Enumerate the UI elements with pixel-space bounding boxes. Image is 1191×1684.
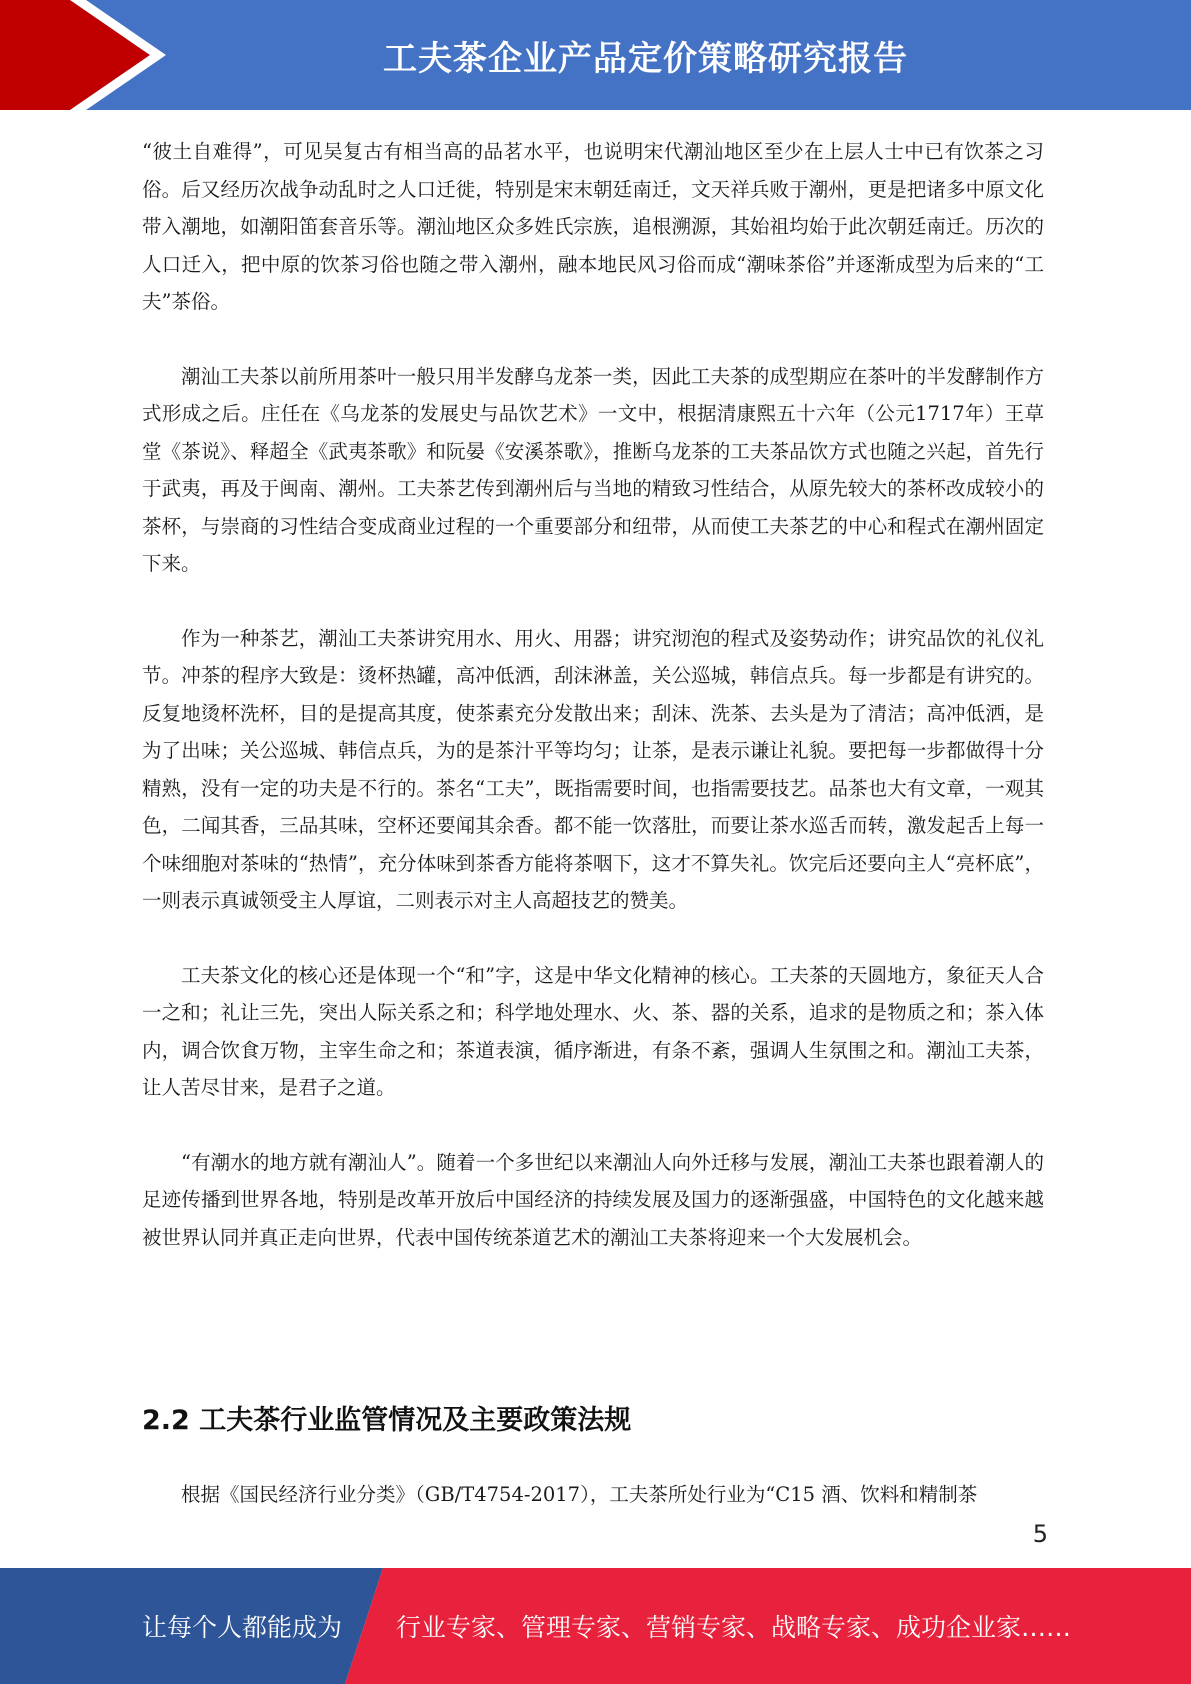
paragraph: 潮汕工夫茶以前所用茶叶一般只用半发酵乌龙茶一类，因此工夫茶的成型期应在茶叶的半发酵制作方式形成之后。庄任在《乌龙茶的发展史与品饮艺术》一文中，根据清康熙五十六年（公元1717年）王草堂《茶说》、释超全《武夷茶歌》和阮晏《安溪茶歌》，推断乌龙茶的工夫茶品饮方式也随之兴起，首先行于武夷，再及于闽南、潮州。工夫茶艺传到潮州后与当地的精致习性结合，从原先较大的茶杯改成较小的茶杯，与崇商的习性结合变成商业过程的一个重要部分和纽带，从而使工夫茶艺的中心和程式在潮州固定下来。 xyxy=(142,364,1044,575)
page-footer xyxy=(0,1568,1191,1684)
footer-slogan-right: 行业专家、管理专家、营销专家、战略专家、成功企业家…… xyxy=(396,1613,1072,1642)
paragraph-continued: “彼土自难得”，可见吴复古有相当高的品茗水平，也说明宋代潮汕地区至少在上层人士中已有饮茶之习俗。后又经历次战争动乱时之人口迁徙，特别是宋末朝廷南迁，文天祥兵败于潮州，更是把诸多中原文化带入潮地，如潮阳笛套音乐等。潮汕地区众多姓氏宗族，追根溯源，其始祖均始于此次朝廷南迁。历次的人口迁入，把中原的饮茶习俗也随之带入潮州，融本地民风习俗而成“潮味茶俗”并逐渐成型为后来的“工夫”茶俗。 xyxy=(142,140,1044,313)
body-text xyxy=(142,133,1044,1256)
paragraph: “有潮水的地方就有潮汕人”。随着一个多世纪以来潮汕人向外迁移与发展，潮汕工夫茶也跟着潮人的足迹传播到世界各地，特别是改革开放后中国经济的持续发展及国力的逐渐强盛，中国特色的文化越来越被世界认同并真正走向世界，代表中国传统茶道艺术的潮汕工夫茶将迎来一个大发展机会。 xyxy=(142,1150,1044,1249)
document-title: 工夫茶企业产品定价策略研究报告 xyxy=(383,38,908,79)
paragraph: 作为一种茶艺，潮汕工夫茶讲究用水、用火、用器；讲究沏泡的程式及姿势动作；讲究品饮的礼仪礼节。冲茶的程序大致是：烫杯热罐，高冲低洒，刮沫淋盖，关公巡城，韩信点兵。每一步都是有讲究的。反复地烫杯洗杯，目的是提高其度，使茶素充分发散出来；刮沫、洗茶、去头是为了清洁；高冲低洒，是为了出味；关公巡城、韩信点兵，为的是茶汁平等均匀；让茶，是表示谦让礼貌。要把每一步都做得十分精熟，没有一定的功夫是不行的。茶名“工夫”，既指需要时间，也指需要技艺。品茶也大有文章，一观其色，二闻其香，三品其味，空杯还要闻其余香。都不能一饮落肚，而要让茶水巡舌而转，激发起舌上每一个味细胞对茶味的“热情”，充分体味到茶香方能将茶咽下，这才不算失礼。饮完后还要向主人“亮杯底”，一则表示真诚领受主人厚谊，二则表示对主人高超技艺的赞美。 xyxy=(142,626,1044,912)
page-header xyxy=(0,0,1191,110)
header-red-arrow xyxy=(0,0,150,110)
section-first-line: 根据《国民经济行业分类》（GB/T4754-2017），工夫茶所处行业为“C15 酒、饮料和精制茶 xyxy=(181,1483,978,1506)
section-heading: 2.2 工夫茶行业监管情况及主要政策法规 xyxy=(142,1405,632,1436)
page-number: 5 xyxy=(1032,1520,1048,1548)
footer-slogan-left: 让每个人都能成为 xyxy=(142,1613,343,1642)
paragraph: 工夫茶文化的核心还是体现一个“和”字，这是中华文化精神的核心。工夫茶的天圆地方，象征天人合一之和；礼让三先，突出人际关系之和；科学地处理水、火、茶、器的关系，追求的是物质之和；茶入体内，调合饮食万物，主宰生命之和；茶道表演，循序渐进，有条不紊，强调人生氛围之和。潮汕工夫茶，让人苦尽甘来，是君子之道。 xyxy=(142,963,1044,1099)
